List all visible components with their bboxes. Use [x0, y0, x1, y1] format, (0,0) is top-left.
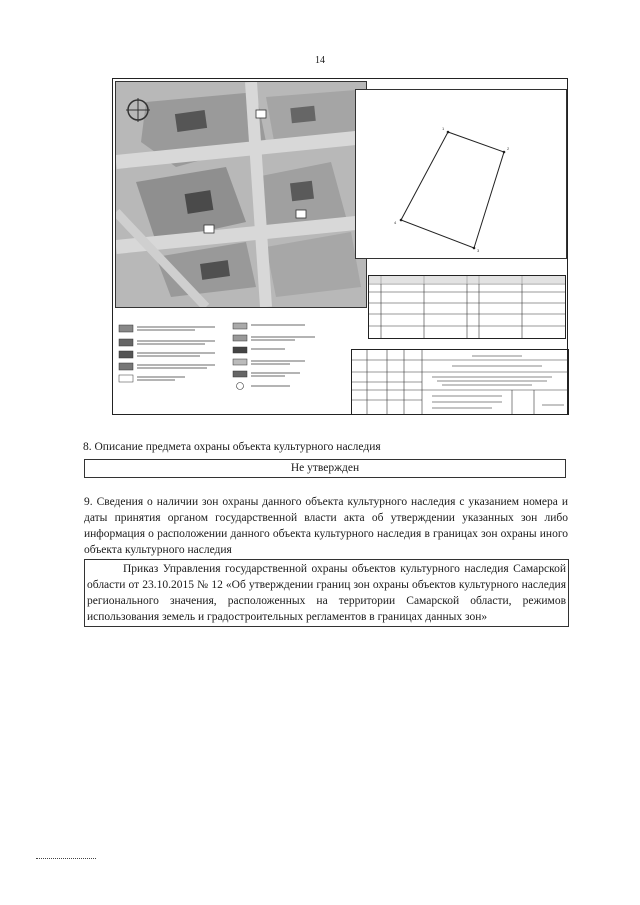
cadastral-drawing-sheet: [112, 78, 568, 415]
stamp-grid: [352, 350, 568, 414]
coordinates-table: [368, 275, 566, 339]
footer-rule: [36, 858, 96, 859]
legend-graphic: [115, 309, 355, 413]
point-label: 3: [477, 248, 480, 253]
page-number: 14: [315, 55, 325, 66]
coordinates-grid: [369, 276, 565, 338]
title-block-stamp: [351, 349, 569, 415]
map-graphic: [116, 82, 366, 307]
situation-map: [115, 81, 367, 308]
section-9-value-box: [84, 559, 569, 627]
section-9-value: Приказ Управления государственной охраны объектов культурного наследия Самарской области от 23.10.2015 № 12 «Об утверждении границ зон охраны объектов культурного наследия регионального значения, расположенных на территории Самарской области, режимов использования земель и градостроительных регламентов в границах данных зон»: [87, 563, 566, 623]
point-label: 1: [442, 126, 445, 131]
section-9-heading: 9. Сведения о наличии зон охраны данного объекта культурного наследия с указанием номера и даты принятия органом государственной власти акта об утверждении указанных зон либо информация о расположении данного объекта культурного наследия в границах зон охраны иного объекта культурного наследия: [84, 496, 568, 556]
plot-scheme: [355, 89, 567, 259]
section-8-heading: 8. Описание предмета охраны объекта культурного наследия: [83, 441, 381, 453]
point-label: 2: [507, 146, 510, 151]
section-8-value-box: Не утвержден: [84, 459, 566, 478]
map-legend: [115, 309, 355, 413]
plot-outline: [356, 90, 566, 258]
point-label: 4: [394, 220, 397, 225]
